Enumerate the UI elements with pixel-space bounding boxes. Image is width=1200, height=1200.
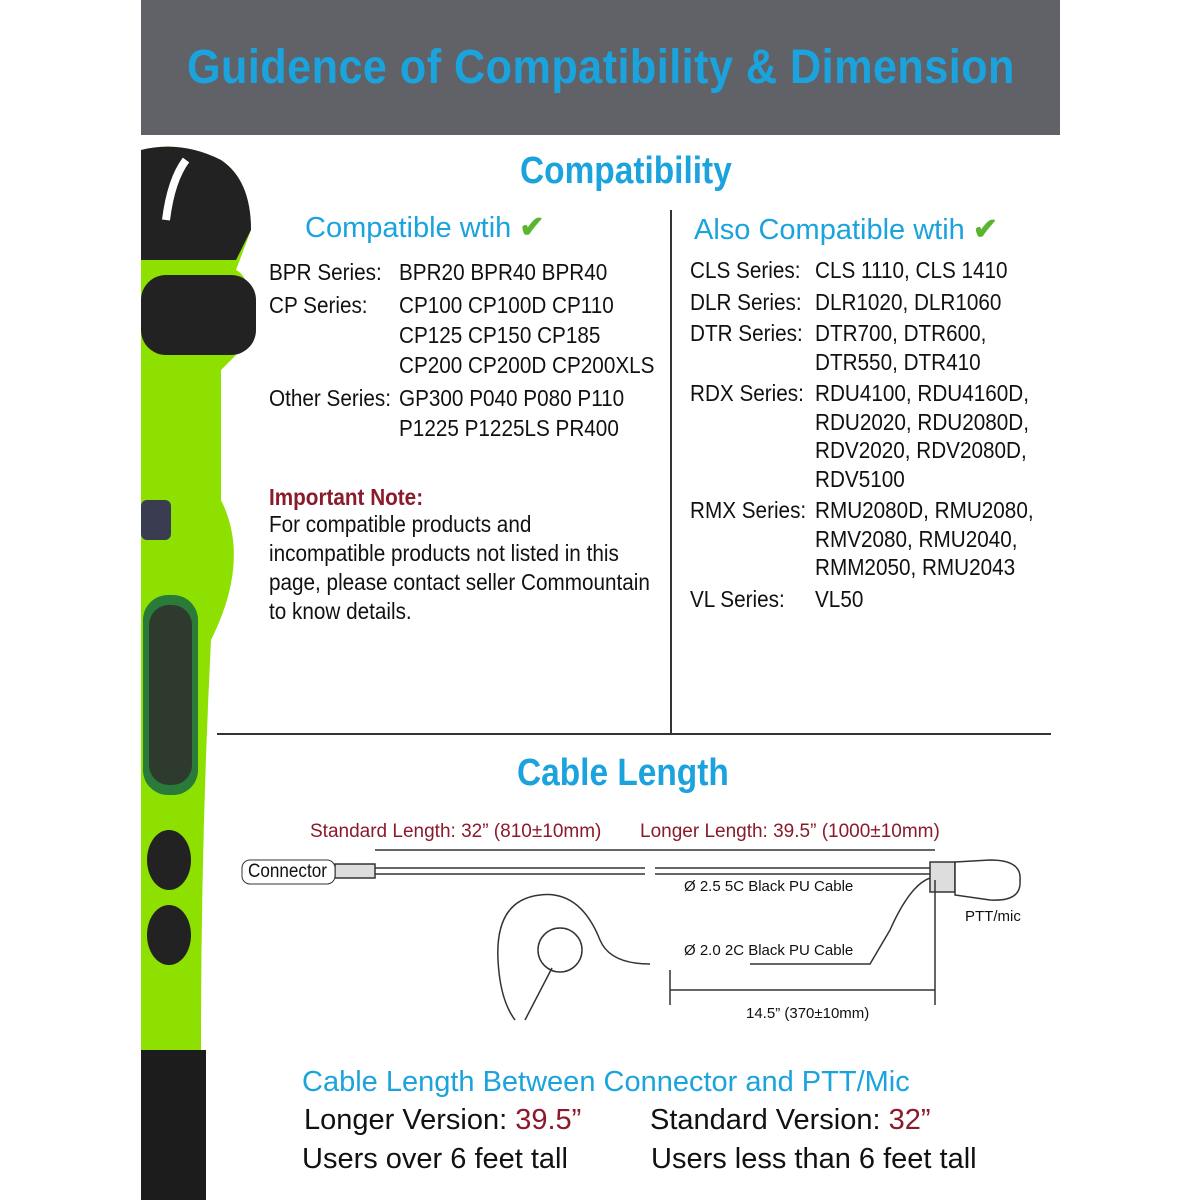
series-models: DLR1020, DLR1060 [815,288,1002,315]
series-label: DTR Series: [690,320,803,346]
series-models: RDV5100 [815,465,905,492]
longer-length-label: Longer Length: 39.5” (1000±10mm) [640,821,940,842]
ptt-label: PTT/mic [965,908,1021,925]
connector-label: Connector [248,861,327,882]
series-models: CP200 CP200D CP200XLS [399,352,655,378]
longer-version [304,1104,581,1137]
longer-users: Users over 6 feet tall [302,1143,568,1175]
radio-image [141,140,261,1200]
between-title: Cable Length Between Connector and PTT/Mic [302,1066,910,1098]
series-models: BPR20 BPR40 BPR40 [399,259,608,285]
note-line: For compatible products and [269,511,532,537]
series-label: BPR Series: [269,259,382,285]
right-heading-text: Also Compatible wtih [694,214,965,246]
series-models: CP100 CP100D CP110 [399,292,614,318]
series-models: P1225 P1225LS PR400 [399,415,619,441]
standard-version-label: Standard Version: [650,1104,881,1136]
series-models: CLS 1110, CLS 1410 [815,257,1008,283]
left-heading-text: Compatible wtih [305,212,512,244]
series-label: CLS Series: [690,257,801,283]
cable1-label: Ø 2.5 5C Black PU Cable [684,878,854,895]
note-line: incompatible products not listed in this [269,540,619,566]
earpiece-length-label: 14.5” (370±10mm) [746,1005,870,1022]
longer-version-value: 39.5” [515,1104,582,1136]
standard-version-value: 32” [888,1104,931,1136]
header-banner [141,0,1060,135]
column-divider [670,210,672,735]
note-title: Important Note: [269,484,424,510]
longer-version-label: Longer Version: [304,1104,508,1136]
series-models: DTR550, DTR410 [815,348,981,375]
right-heading [694,212,998,247]
series-models: RMV2080, RMU2040, [815,525,1018,552]
series-models: RMM2050, RMU2043 [815,554,1016,580]
series-label: Other Series: [269,385,391,411]
series-models: RDU2020, RDU2080D, [815,408,1030,435]
standard-users: Users less than 6 feet tall [651,1143,977,1175]
series-label: VL Series: [690,585,785,612]
cable-diagram [230,840,1050,1040]
page-title: Guidence of Compatibility & Dimension [186,41,1015,94]
series-label: RMX Series: [690,497,807,523]
standard-length-label: Standard Length: 32” (810±10mm) [310,821,602,842]
series-models: RDU4100, RDU4160D, [815,380,1030,406]
cable2-label: Ø 2.0 2C Black PU Cable [684,942,854,959]
series-models: RDV2020, RDV2080D, [815,437,1027,463]
compatibility-title: Compatibility [520,150,732,192]
note-body [269,510,650,626]
check-icon: ✔ [519,211,545,244]
series-models: VL50 [815,585,864,612]
series-label: DLR Series: [690,288,802,315]
left-heading [305,210,545,245]
note-line: page, please contact seller Commountain [269,569,650,595]
standard-version [650,1104,931,1137]
series-models: RMU2080D, RMU2080, [815,497,1034,523]
series-label: RDX Series: [690,380,804,406]
series-label: CP Series: [269,292,368,318]
series-models: DTR700, DTR600, [815,320,987,346]
note-line: to know details. [269,598,412,624]
series-models: GP300 P040 P080 P110 [399,385,625,411]
check-icon: ✔ [972,213,998,246]
section-divider [217,733,1051,735]
series-models: CP125 CP150 CP185 [399,322,601,348]
cable-length-title: Cable Length [517,752,729,794]
